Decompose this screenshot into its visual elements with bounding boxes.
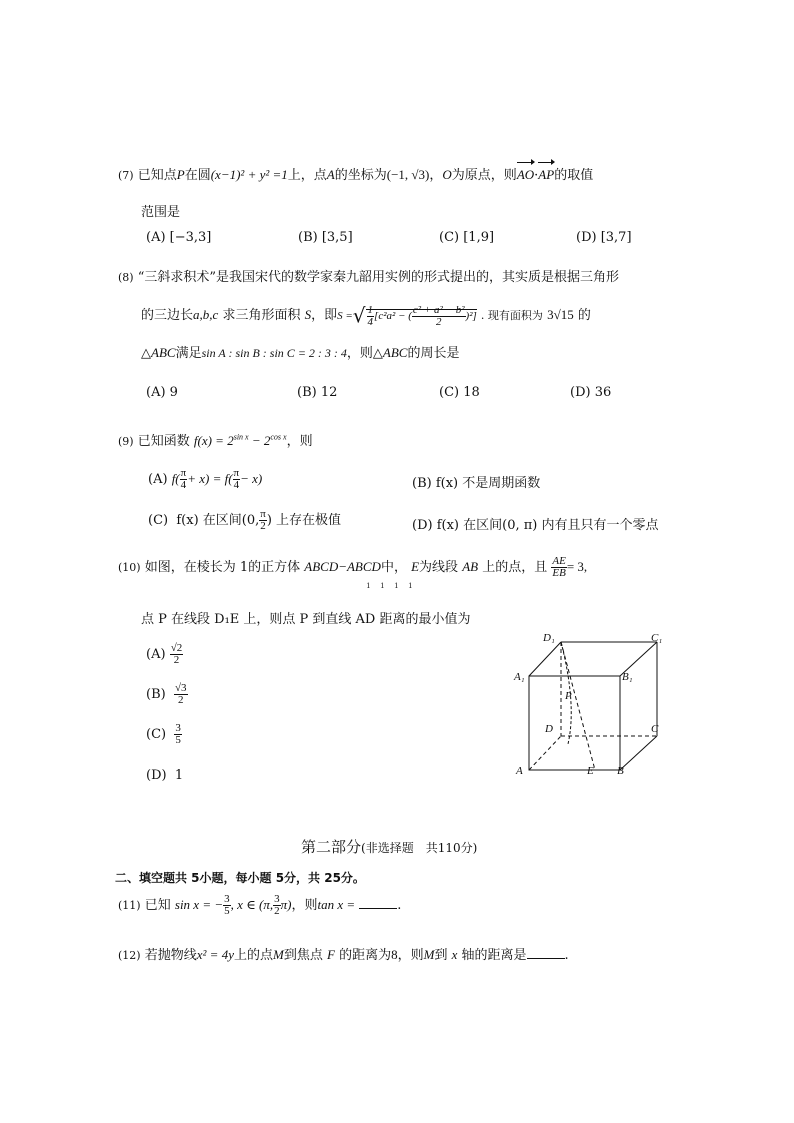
text: 到焦点 xyxy=(283,948,323,963)
option-text: f(x) 在区间(0, π) 内有且只有一个零点 xyxy=(436,518,659,533)
math: x xyxy=(451,947,458,962)
option-label: (D) xyxy=(412,518,433,533)
question-10-line2: 点 P 在线段 D₁E 上，则点 P 到直线 AD 距离的最小值为 xyxy=(141,612,471,627)
label-d1: D₁ xyxy=(543,632,555,644)
label-d: D xyxy=(545,723,553,735)
sides: a,b,c xyxy=(193,307,219,322)
part2-heading: 第二部分 xyxy=(301,838,362,856)
frac-den: 5 xyxy=(175,734,181,746)
label-c1: C₁ xyxy=(651,632,663,644)
question-number: (12) xyxy=(118,949,141,962)
label-e: E xyxy=(587,765,594,777)
q10-option-d xyxy=(146,768,183,783)
text: ，即 xyxy=(311,308,338,323)
text: . 现有面积为 xyxy=(480,309,543,322)
math: = 3, xyxy=(566,559,588,574)
question-number: (7) xyxy=(118,169,134,182)
triangle: △ABC xyxy=(372,345,408,360)
point-p: P xyxy=(176,167,185,182)
segment-ab: AB xyxy=(462,559,479,574)
frac-den: 2 xyxy=(170,654,184,666)
text: 的坐标为 xyxy=(334,168,387,183)
q8-option-b: (B) 12 xyxy=(297,385,338,400)
frac-num: 3 xyxy=(175,722,181,734)
func-exp: cos x xyxy=(270,432,287,442)
q8-option-d: (D) 36 xyxy=(570,385,612,400)
point-e: E xyxy=(411,559,420,574)
frac-den: 4 xyxy=(367,315,374,328)
label-b: B xyxy=(617,765,624,777)
frac-den: 5 xyxy=(224,905,230,917)
cube-edge-a1d1 xyxy=(529,642,561,676)
answer-blank xyxy=(359,896,397,909)
text: 轴的距离是 xyxy=(461,948,527,963)
point-f: F xyxy=(326,947,335,962)
frac-num: √2 xyxy=(170,642,183,654)
math: x² = 4y xyxy=(196,947,234,962)
text: ， xyxy=(429,168,443,183)
question-11 xyxy=(118,889,401,922)
cube-name xyxy=(304,559,417,590)
func-part: − 2 xyxy=(248,433,271,448)
text: 的距离为 xyxy=(339,948,392,963)
text: 为原点，则 xyxy=(451,168,517,183)
function-def xyxy=(194,433,287,448)
option-label: (A) xyxy=(148,472,168,487)
cube-edge-ad-hidden xyxy=(529,736,561,770)
cube-subscripts: 1 1 1 1 xyxy=(366,581,417,590)
question-7 xyxy=(118,164,593,183)
part2-title xyxy=(301,836,477,857)
func-exp: sin x xyxy=(233,432,249,442)
frac-num: π xyxy=(233,467,240,479)
question-number: (9) xyxy=(118,435,134,448)
label-a: A xyxy=(516,765,523,777)
text: 上，点 xyxy=(287,168,327,183)
question-7-line2: 范围是 xyxy=(141,205,181,220)
triangle: △ABC xyxy=(141,345,176,360)
cube-label: ABCD−ABCD xyxy=(304,559,381,574)
q7-option-d: (D) [3,7] xyxy=(576,230,632,245)
frac-num: AE xyxy=(552,555,566,567)
text: 的三边长 xyxy=(141,308,194,323)
text: 在圆 xyxy=(184,168,211,183)
question-8-line3 xyxy=(141,342,460,361)
text: 已知函数 xyxy=(137,434,190,449)
math: π) xyxy=(280,897,292,912)
ratio: sin A : sin B : sin C = 2 : 3 : 4 xyxy=(201,346,347,360)
dot: · xyxy=(534,168,539,183)
option-label: (C) xyxy=(146,727,167,742)
label-b1: B₁ xyxy=(622,671,633,683)
func-part: f(x) = 2 xyxy=(193,433,234,448)
option-label: (D) xyxy=(146,768,167,783)
frac-den: EB xyxy=(552,567,566,579)
circle-equation: (x−1)² + y² =1 xyxy=(210,167,288,182)
frac-den: 2 xyxy=(412,316,466,328)
text: “三斜求积术”是我国宋代的数学家秦九韶用实例的形式提出的，其实质是根据三角形 xyxy=(137,270,620,285)
text: 若抛物线 xyxy=(144,948,197,963)
frac-den: 2 xyxy=(174,694,188,706)
section-heading: 二、填空题共 5小题，每小题 5分，共 25分。 xyxy=(115,871,365,885)
option-text: f(x) 在区间 xyxy=(176,513,242,528)
coordinate: (−1, √3) xyxy=(386,167,430,182)
text: 到 xyxy=(434,948,448,963)
text: 满足 xyxy=(175,346,202,361)
frac-num: 1 xyxy=(367,303,374,316)
text: . xyxy=(564,948,569,963)
text: 已知 xyxy=(144,898,171,913)
sqrt-sign: √ xyxy=(352,303,366,328)
q10-option-b xyxy=(146,680,188,710)
label-a1: A₁ xyxy=(514,671,525,683)
math: (0, xyxy=(241,513,260,528)
frac-den: 4 xyxy=(180,479,187,491)
option-label: (A) xyxy=(146,647,166,662)
option-value: 1 xyxy=(174,768,184,783)
frac-num: c² + a² − b² xyxy=(412,303,465,316)
text: 的取值 xyxy=(554,168,594,183)
formula-lhs: S = xyxy=(337,310,353,322)
frac-num: 3 xyxy=(274,893,280,905)
question-number: (11) xyxy=(118,899,141,912)
q9-option-b xyxy=(412,472,540,491)
question-number: (10) xyxy=(118,561,141,574)
point-m: M xyxy=(272,947,284,962)
q9-option-c xyxy=(148,505,341,537)
segment-d1e xyxy=(561,642,595,770)
question-8 xyxy=(118,266,619,285)
text: . xyxy=(397,898,402,913)
question-9 xyxy=(118,430,313,449)
formula-tail: )²] xyxy=(465,310,477,322)
q7-option-b: (B) [3,5] xyxy=(298,230,353,245)
text: 求三角形面积 xyxy=(222,308,301,323)
math: 8 xyxy=(391,947,398,962)
math: + x) = f( xyxy=(187,471,233,486)
point-o: O xyxy=(442,167,452,182)
area-value: 3√15 xyxy=(547,307,574,322)
q9-option-d xyxy=(412,514,659,533)
text: 已知点 xyxy=(137,168,177,183)
q7-option-c: (C) [1,9] xyxy=(439,230,495,245)
label-p: P xyxy=(565,690,572,702)
text: ，则 xyxy=(286,434,313,449)
formula-body: [c²a² − ( xyxy=(374,310,412,322)
frac-num: π xyxy=(260,508,266,520)
text: ，则 xyxy=(346,346,373,361)
formula xyxy=(366,303,477,328)
point-a: A xyxy=(326,167,335,182)
frac-den: 2 xyxy=(274,905,280,917)
math: ) xyxy=(266,513,272,528)
part2-subtitle: (非选择题 共110分) xyxy=(361,841,478,855)
math: sin x = − xyxy=(174,897,224,912)
text: 的 xyxy=(577,308,591,323)
text: ，则 xyxy=(397,948,424,963)
math: , x ∈ (π, xyxy=(230,897,274,912)
q8-option-c: (C) 18 xyxy=(439,385,480,400)
question-10 xyxy=(118,552,588,590)
q7-option-a: (A) [−3,3] xyxy=(146,230,212,245)
frac-den: 4 xyxy=(233,479,240,491)
frac-num: 3 xyxy=(224,893,230,905)
frac-num: π xyxy=(180,467,187,479)
text: 上的点 xyxy=(233,948,273,963)
math: f( xyxy=(171,471,180,486)
cube-front-face xyxy=(529,676,620,770)
vector-ap: AP xyxy=(538,167,555,182)
text: 的周长是 xyxy=(407,346,460,361)
cube-edge-bc xyxy=(620,736,657,770)
text: 上的点，且 xyxy=(482,560,548,575)
answer-blank xyxy=(527,946,565,959)
frac-num: √3 xyxy=(174,682,187,694)
text: 中， xyxy=(380,560,407,575)
cube-figure xyxy=(505,625,685,785)
q8-option-a: (A) 9 xyxy=(146,385,178,400)
math: tan x = xyxy=(317,897,356,912)
vector-ao: AO xyxy=(516,167,535,182)
option-text: f(x) 不是周期函数 xyxy=(435,476,541,491)
q10-option-a xyxy=(146,640,183,670)
option-label: (B) xyxy=(146,687,166,702)
option-text: 上存在极值 xyxy=(276,513,342,528)
text: 为线段 xyxy=(419,560,459,575)
text: 如图，在棱长为 1的正方体 xyxy=(144,560,301,575)
q9-option-a xyxy=(148,463,262,496)
option-label: (C) xyxy=(148,513,169,528)
question-12 xyxy=(118,944,569,963)
question-number: (8) xyxy=(118,271,134,284)
label-c: C xyxy=(651,723,659,735)
option-label: (B) xyxy=(412,476,432,491)
area-symbol: S xyxy=(304,307,312,322)
math: − x) xyxy=(240,471,263,486)
question-8-line2 xyxy=(141,300,591,331)
point-m: M xyxy=(423,947,435,962)
frac-den: 2 xyxy=(260,520,266,532)
text: ，则 xyxy=(291,898,318,913)
q10-option-c xyxy=(146,720,182,750)
